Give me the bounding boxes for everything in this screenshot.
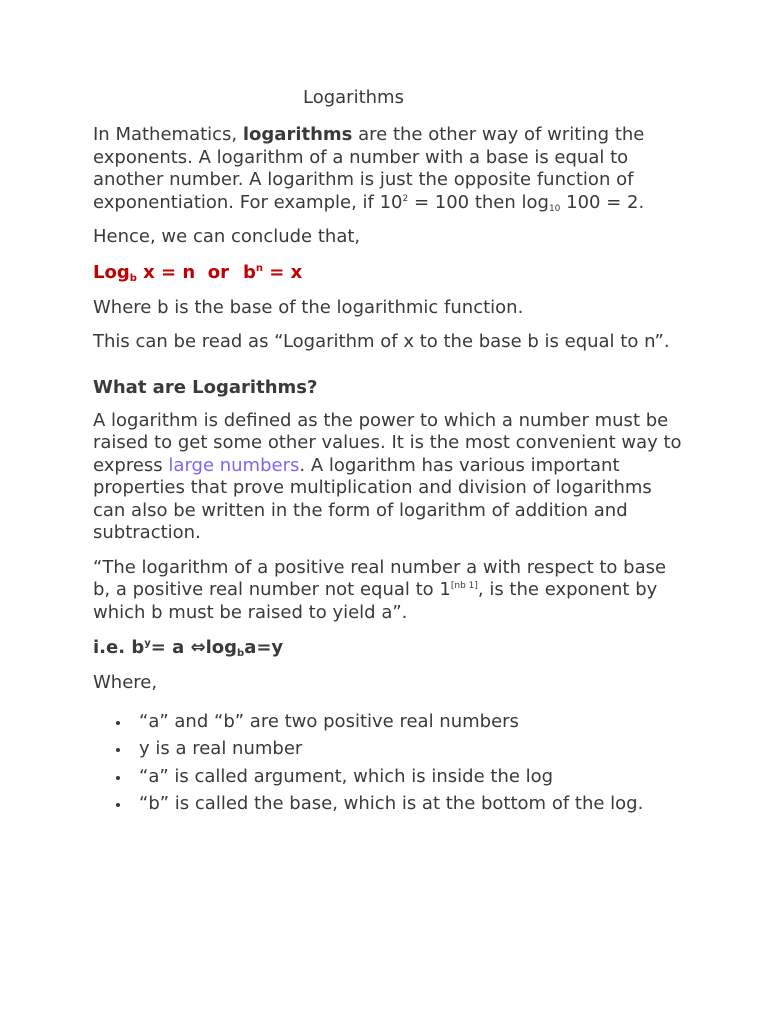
conclude-paragraph: Hence, we can conclude that,: [93, 226, 361, 247]
list-item-text: y is a real number: [139, 738, 303, 759]
bullet-icon: [116, 721, 120, 725]
formula-b-superscript: n: [255, 262, 264, 274]
bullet-icon: [116, 748, 120, 752]
log-formula: [93, 261, 683, 285]
section-heading: What are Logarithms?: [93, 376, 318, 398]
example-mid: = 100 then log: [408, 191, 549, 213]
intro-paragraph: [93, 124, 683, 214]
definition-post: . A logarithm has various important properties that prove multiplication and division of logarithms can also be written in the form of logarithm of addition and subtraction.: [93, 454, 652, 543]
list-item: [93, 793, 683, 816]
ie-mid: = a ⇔log: [150, 637, 238, 658]
list-item-text: “a” is called argument, which is inside the log: [139, 765, 554, 787]
large-numbers-link[interactable]: large numbers: [168, 454, 300, 476]
example-end: 100 = 2.: [560, 191, 645, 213]
list-item-text: “a” and “b” are two positive real numbers: [139, 710, 519, 732]
definition-pre: A logarithm is defined as the power to which a number must be raised to get some other values. It is the most convenient way to express: [93, 409, 682, 476]
bullet-icon: [116, 776, 120, 780]
ie-subscript: b: [237, 648, 245, 659]
where-paragraph: Where,: [93, 672, 158, 693]
ie-pre: i.e. b: [93, 637, 145, 658]
read-as-paragraph: This can be read as “Logarithm of x to the base b is equal to n”.: [93, 331, 670, 352]
formula-log: Log: [93, 261, 130, 283]
formula-right-rest: = x: [263, 261, 303, 283]
example-log-subscript: 10: [548, 203, 561, 214]
document-content: [93, 86, 683, 821]
page-title: Logarithms: [303, 87, 404, 108]
list-item-text: “b” is called the base, which is at the bottom of the log.: [139, 793, 644, 814]
intro-pre: In Mathematics,: [93, 124, 243, 145]
example-exponent: 2: [402, 193, 409, 204]
ie-superscript: y: [144, 638, 151, 649]
definition-paragraph: [93, 410, 683, 545]
quote-pre: “The logarithm of a positive real number a with respect to base b, a positive real number not equal to 1: [93, 556, 667, 600]
ie-post: a=y: [244, 637, 284, 658]
definitions-list: [93, 711, 683, 816]
formula-b: b: [243, 261, 256, 283]
bullet-icon: [116, 803, 120, 807]
formula-left-rest: x = n or: [136, 261, 229, 283]
intro-bold-term: logarithms: [242, 124, 353, 145]
formula-log-subscript: b: [129, 272, 137, 284]
list-item: [93, 738, 683, 761]
quote-paragraph: [93, 557, 683, 625]
ie-formula: [93, 636, 683, 660]
base-note-paragraph: Where b is the base of the logarithmic function.: [93, 296, 524, 318]
quote-post: , is the exponent by which b must be raised to yield a”.: [93, 579, 658, 623]
intro-post: are the other way of writing the exponents. A logarithm of a number with a base is equal to another number. A logarithm is just the opposite function of exponentiation. For example, if: [93, 124, 645, 213]
footnote-reference[interactable]: [nb 1]: [450, 581, 478, 591]
list-item: [93, 766, 683, 789]
example-base: 10: [379, 191, 403, 213]
list-item: [93, 711, 683, 734]
